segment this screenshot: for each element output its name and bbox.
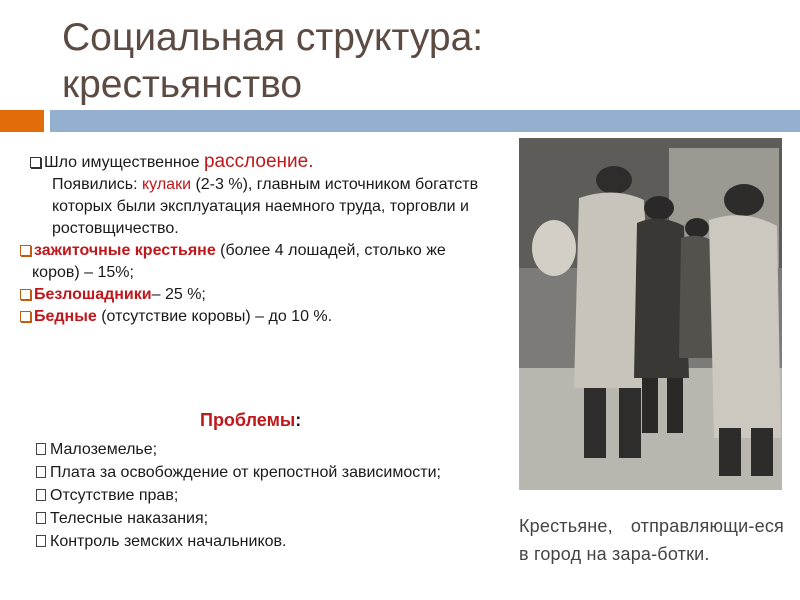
bullet-icon <box>36 512 46 524</box>
group-description: (более 4 лошадей, столько же коров) – 15%; <box>32 242 446 281</box>
checkbox-bullet-icon <box>20 289 31 300</box>
content-block <box>30 151 490 328</box>
group-item <box>20 284 490 306</box>
bullet-icon <box>36 489 46 501</box>
bullet-icon <box>36 535 46 547</box>
intro-lead-highlight: расслоение. <box>203 151 314 172</box>
title-rule-orange <box>0 110 44 132</box>
kulaki-term: кулаки <box>142 176 191 193</box>
bullet-icon <box>36 443 46 455</box>
checkbox-bullet-icon <box>20 245 31 256</box>
checkbox-bullet-icon <box>20 311 31 322</box>
peasants-photo <box>519 138 782 490</box>
kulaki-description: (2-3 %), главным источником богатств которых были эксплуатация наемного труда, торговли и ростовщичество. <box>52 176 479 237</box>
bullet-icon <box>36 466 46 478</box>
slide-title <box>62 14 582 108</box>
intro-lead: Шло имущественное <box>44 154 204 171</box>
list-item-text: Отсутствие прав; <box>50 487 179 504</box>
list-item <box>36 530 456 553</box>
group-term: Бедные <box>34 308 97 325</box>
problems-list <box>36 438 456 553</box>
intro-paragraph <box>30 151 490 174</box>
list-item-text: Телесные наказания; <box>50 510 209 527</box>
group-description: – 25 %; <box>151 286 206 303</box>
list-item <box>36 484 456 507</box>
list-item-text: Малоземелье; <box>50 441 158 458</box>
group-description: (отсутствие коровы) – до 10 %. <box>96 308 333 325</box>
problems-heading-colon: : <box>295 410 302 430</box>
list-item <box>36 461 456 484</box>
photo-caption: Крестьяне, отправляющи-еся в город на зара-ботки. <box>519 516 784 564</box>
list-item <box>36 438 456 461</box>
title-line-2: крестьянство <box>62 63 303 106</box>
group-term: Безлошадники <box>34 286 152 303</box>
title-rule-blue <box>50 110 800 132</box>
peasants-photo-illustration <box>519 138 782 490</box>
problems-heading <box>200 410 301 431</box>
list-item-text: Плата за освобождение от крепостной зависимости; <box>50 464 441 481</box>
list-item-text: Контроль земских начальников. <box>50 533 287 550</box>
group-term: зажиточные крестьяне <box>34 242 216 259</box>
group-item <box>20 306 490 328</box>
title-line-1: Социальная структура: <box>62 16 484 59</box>
group-item <box>20 240 490 284</box>
list-item <box>36 507 456 530</box>
kulaki-paragraph <box>30 174 490 240</box>
checkbox-bullet-icon <box>30 157 41 168</box>
kulaki-prefix: Появились: <box>52 176 142 193</box>
problems-heading-text: Проблемы <box>200 410 296 430</box>
